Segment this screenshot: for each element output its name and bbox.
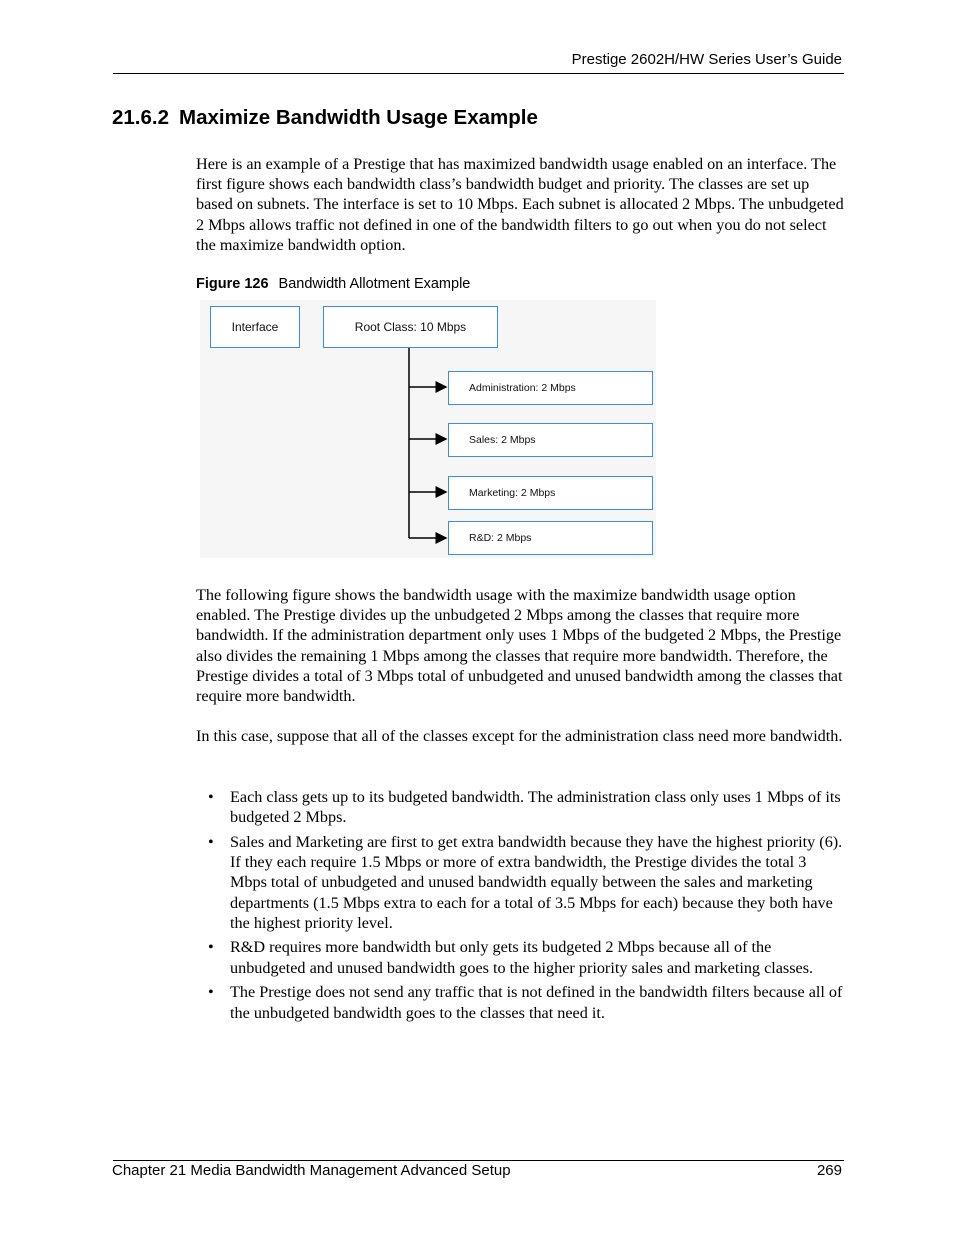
figure-caption [196,276,470,292]
bullet-text: Sales and Marketing are first to get extra bandwidth because they have the highest priority (6). If they each require 1.5 Mbps or more of extra bandwidth, the Prestige divides the total 3 Mbps total of unbudgeted and unused bandwidth equally between the sales and marketing departments (1.5 Mbps extra to each for a total of 3.5 Mbps for each) because they both have the highest priority level. [230,832,843,932]
bullet-dot: • [208,983,214,1002]
section-number: 21.6.2 [112,106,169,129]
following-paragraph: The following figure shows the bandwidth usage with the maximize bandwidth usage option enabled. The Prestige divides up the unbudgeted 2 Mbps among the classes that require more bandwidth. If the administration department only uses 1 Mbps of the budgeted 2 Mbps, the Prestige also divides the remaining 1 Mbps among the classes that require more bandwidth. Therefore, the Prestige divides a total of 3 Mbps total of unbudgeted and unused bandwidth among the classes that require more bandwidth. [196,586,843,706]
section-heading [112,106,538,130]
class-box-administration: Administration: 2 Mbps [448,371,653,405]
footer-rule [113,1160,844,1161]
running-header-title: Prestige 2602H/HW Series User’s Guide [571,51,842,68]
intro-paragraph: Here is an example of a Prestige that has maximized bandwidth usage enabled on an interface. The first figure shows each bandwidth class’s bandwidth budget and priority. The classes are set up based on subnets. The interface is set to 10 Mbps. Each subnet is allocated 2 Mbps. The unbudgeted 2 Mbps allows traffic not defined in one of the bandwidth filters to go out when you do not select the maximize bandwidth option. [196,155,844,254]
bullet-dot: • [208,832,214,851]
figure-label: Figure 126 [196,276,269,292]
root-class-box: Root Class: 10 Mbps [323,306,498,348]
bullet-text: Each class gets up to its budgeted bandwidth. The administration class only uses 1 Mbps of its budgeted 2 Mbps. [230,788,841,827]
bandwidth-allotment-diagram [200,300,656,558]
class-box-marketing: Marketing: 2 Mbps [448,476,653,510]
bullet-dot: • [208,938,214,957]
bullet-item [206,832,846,933]
bullet-item [206,982,846,1022]
section-title: Maximize Bandwidth Usage Example [179,106,538,129]
bullet-list [206,787,846,1027]
class-box-sales: Sales: 2 Mbps [448,423,653,457]
footer-chapter-title: Chapter 21 Media Bandwidth Management Advanced Setup [112,1162,511,1179]
bullet-item [206,787,846,827]
case-paragraph: In this case, suppose that all of the classes except for the administration class need more bandwidth. [196,727,843,745]
figure-caption-text: Bandwidth Allotment Example [278,276,471,292]
bullet-item [206,937,846,977]
bullet-text: R&D requires more bandwidth but only gets its budgeted 2 Mbps because all of the unbudgeted and unused bandwidth goes to the higher priority sales and marketing classes. [230,938,814,977]
class-box-rd: R&D: 2 Mbps [448,521,653,555]
page-number: 269 [816,1162,842,1179]
bullet-dot: • [208,788,214,806]
interface-box: Interface [210,306,300,348]
bullet-text: The Prestige does not send any traffic that is not defined in the bandwidth filters because all of the unbudgeted bandwidth goes to the classes that need it. [230,983,843,1022]
header-rule [113,73,844,74]
